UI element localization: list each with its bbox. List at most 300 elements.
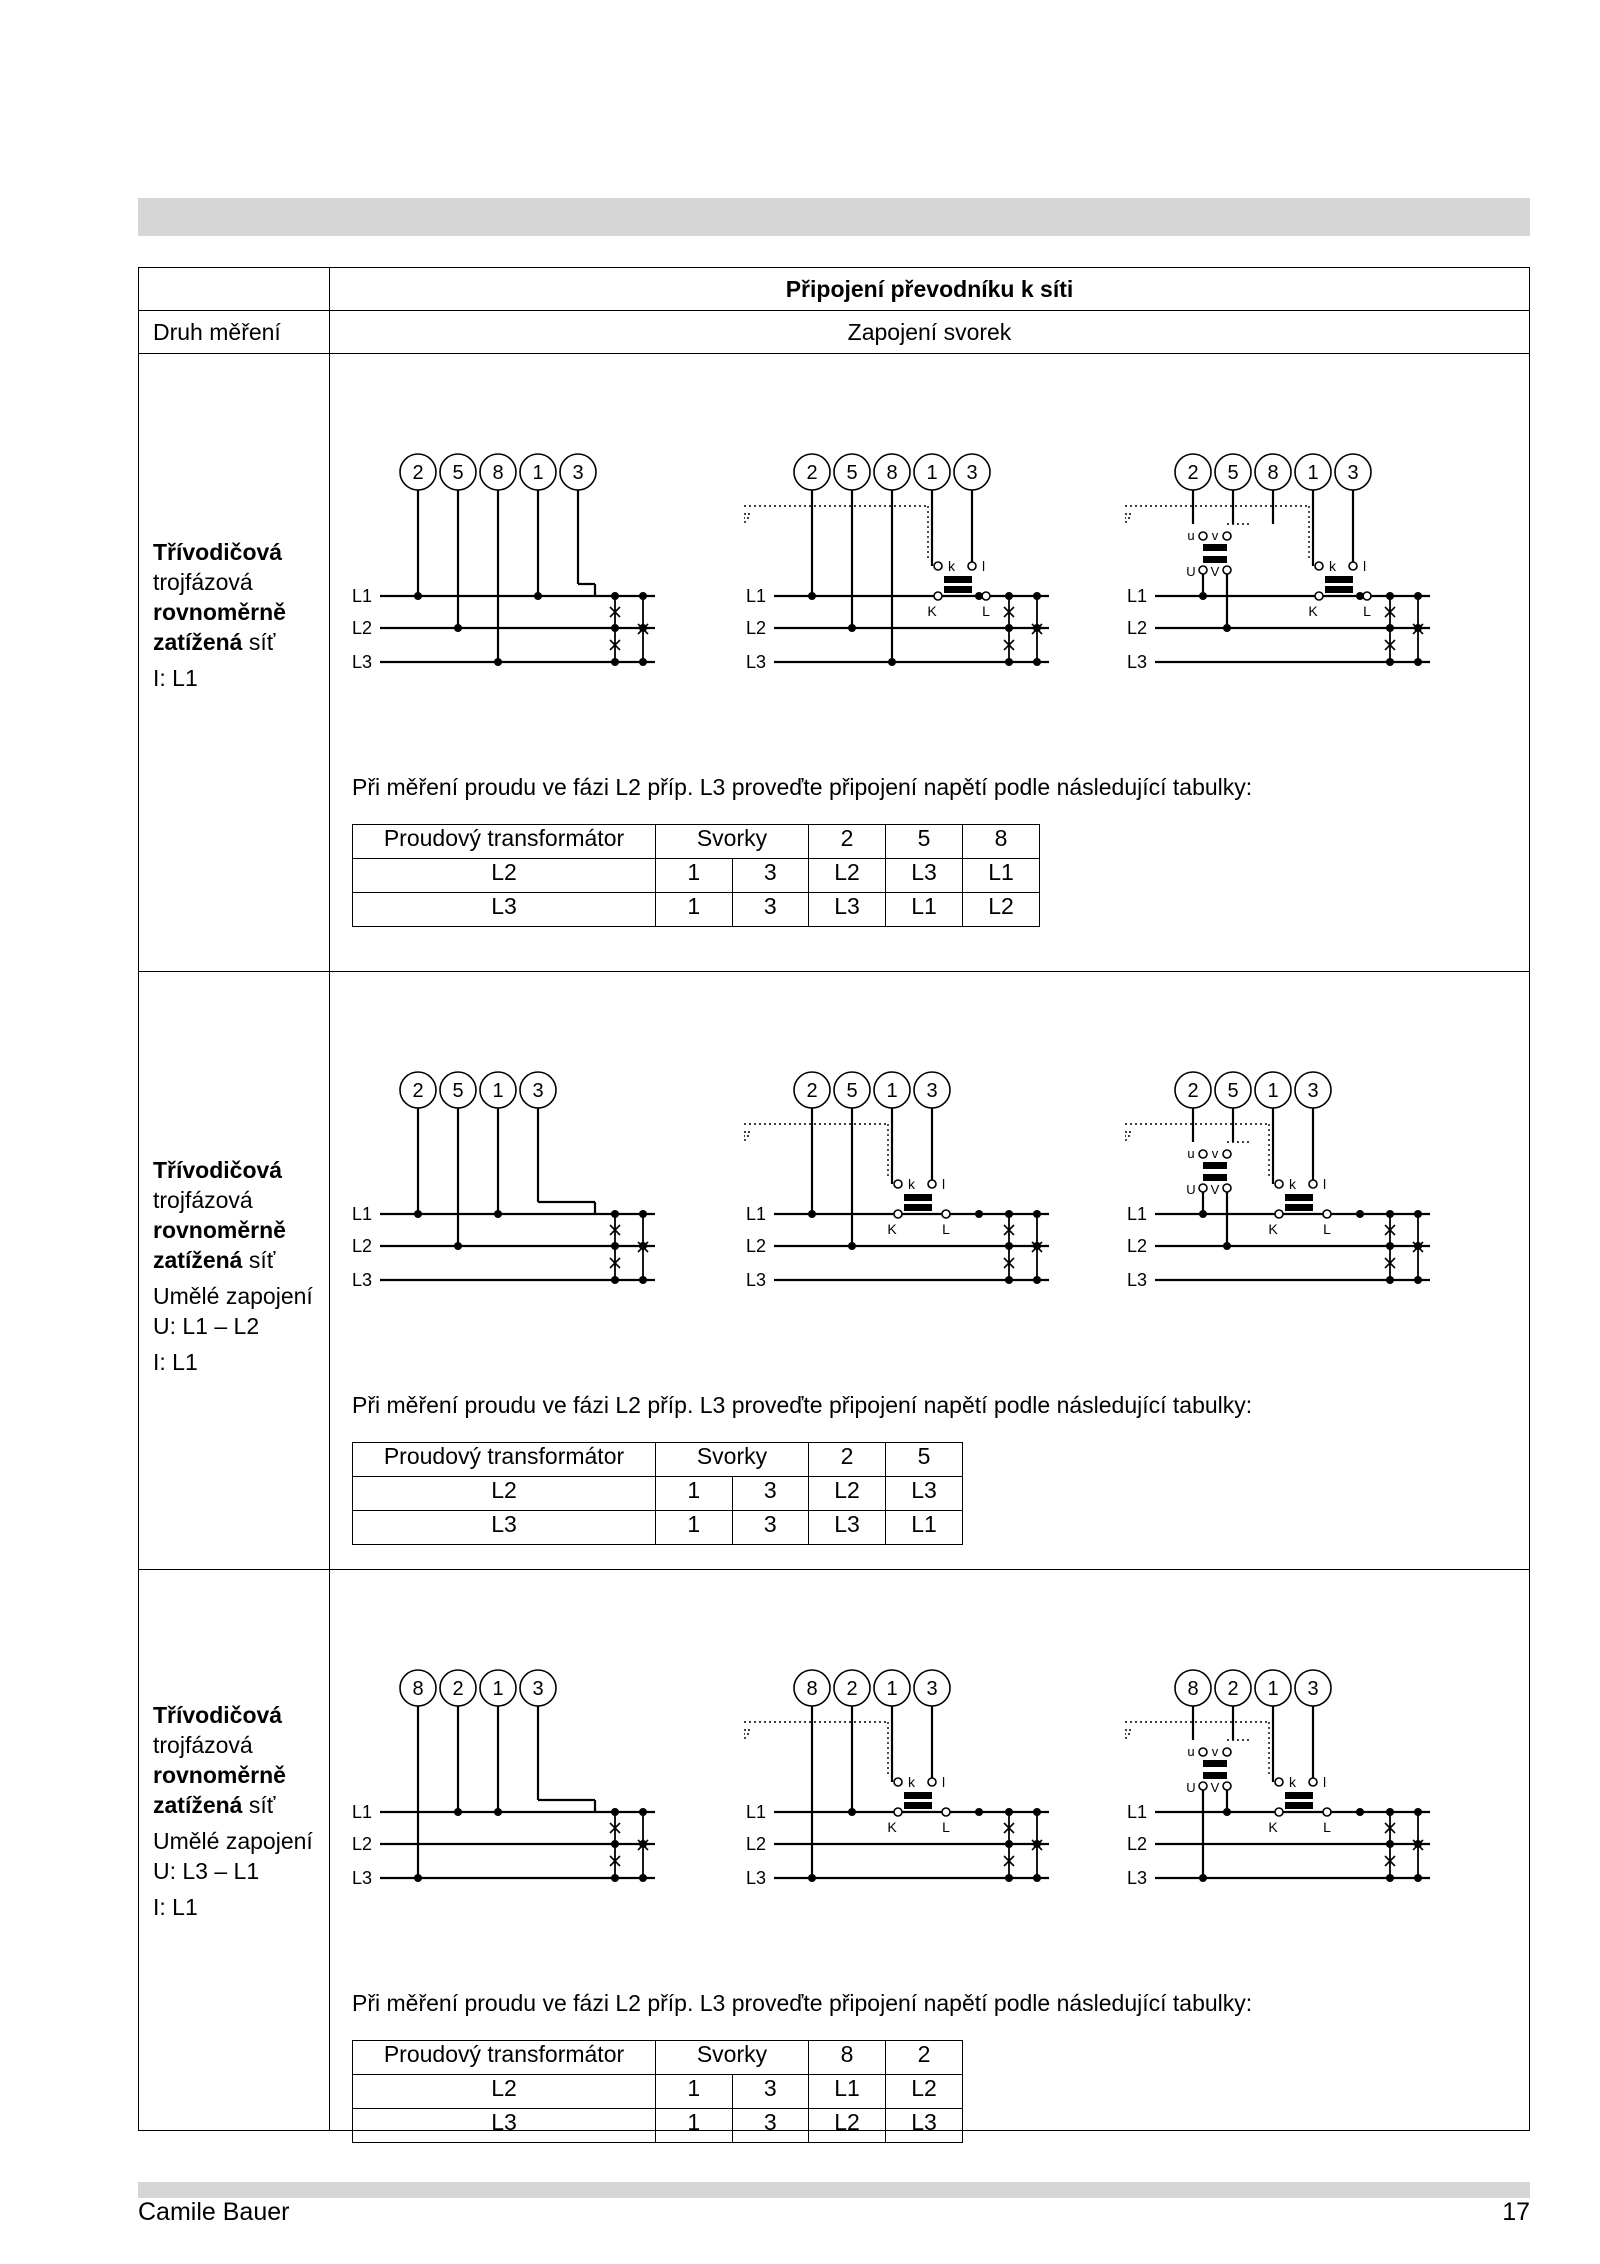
measurement-line4-bold: zatížená bbox=[153, 1792, 243, 1818]
junction-dot bbox=[808, 592, 816, 600]
junction-dot bbox=[1005, 1874, 1013, 1882]
measurement-line4-rest: síť bbox=[242, 629, 276, 655]
wiring-diagram-3 bbox=[1125, 1660, 1505, 1910]
measurement-line6: U: L1 – L2 bbox=[153, 1313, 260, 1339]
terminal-number: 2 bbox=[806, 1080, 818, 1102]
measurement-line4 bbox=[153, 1245, 329, 1275]
table-cell: L3 bbox=[886, 2109, 963, 2143]
terminal-point bbox=[1315, 562, 1323, 570]
wiring-diagram-3 bbox=[1125, 1062, 1505, 1312]
phase-label-l3: L3 bbox=[1127, 652, 1148, 672]
measurement-current: I: L1 bbox=[153, 1894, 198, 1920]
table-row bbox=[353, 2075, 963, 2109]
table-header-cell: Proudový transformátor bbox=[353, 1443, 656, 1477]
junction-dot bbox=[611, 1242, 619, 1250]
terminal-point bbox=[1199, 532, 1207, 540]
table-cell: L3 bbox=[886, 859, 963, 893]
junction-dot bbox=[611, 592, 619, 600]
ct-label-k: k bbox=[1289, 1176, 1296, 1192]
junction-dot bbox=[1005, 1210, 1013, 1218]
terminal-point bbox=[934, 562, 942, 570]
ct-label-K: K bbox=[887, 1221, 897, 1237]
measurement-line4 bbox=[153, 1790, 329, 1820]
junction-dot bbox=[1005, 1242, 1013, 1250]
terminal-number: 3 bbox=[572, 462, 584, 484]
measurement-line1: Třívodičová bbox=[153, 539, 283, 565]
junction-dot bbox=[1356, 1210, 1364, 1218]
table-header-cell: 8 bbox=[809, 2041, 886, 2075]
ct-primary-winding bbox=[1325, 586, 1353, 593]
junction-dot bbox=[1386, 1874, 1394, 1882]
ct-label-l: l bbox=[942, 1176, 946, 1192]
ct-label-l: l bbox=[1363, 558, 1367, 574]
junction-dot bbox=[414, 1210, 422, 1218]
junction-dot bbox=[1414, 1276, 1422, 1284]
terminal-point bbox=[982, 592, 990, 600]
junction-dot bbox=[611, 1808, 619, 1816]
terminal-number: 3 bbox=[966, 462, 978, 484]
phase-label-l3: L3 bbox=[746, 1270, 767, 1290]
table-cell: L3 bbox=[809, 893, 886, 927]
terminal-point bbox=[1199, 1184, 1207, 1192]
junction-dot bbox=[1223, 624, 1231, 632]
phase-label-l1: L1 bbox=[1127, 586, 1148, 606]
terminal-point bbox=[1223, 1748, 1231, 1756]
ct-label-l: l bbox=[982, 558, 986, 574]
terminal-point bbox=[1349, 562, 1357, 570]
junction-dot bbox=[1005, 1808, 1013, 1816]
terminal-number: 1 bbox=[1267, 1678, 1279, 1700]
terminal-number: 5 bbox=[1227, 462, 1239, 484]
junction-dot bbox=[1199, 1874, 1207, 1882]
terminal-point bbox=[942, 1210, 950, 1218]
terminal-point bbox=[894, 1778, 902, 1786]
table-header-cell: 5 bbox=[886, 825, 963, 859]
junction-dot bbox=[1386, 658, 1394, 666]
ct-secondary-winding bbox=[1285, 1194, 1313, 1201]
wiring-diagram-1 bbox=[350, 1660, 730, 1910]
junction-dot bbox=[1005, 624, 1013, 632]
measurement-line2: trojfázová bbox=[153, 1187, 253, 1213]
vt-label-v: v bbox=[1211, 528, 1219, 543]
table-header-cell: 2 bbox=[886, 2041, 963, 2075]
terminal-number: 5 bbox=[452, 462, 464, 484]
terminal-point bbox=[1223, 1782, 1231, 1790]
measurement-line2: trojfázová bbox=[153, 1732, 253, 1758]
junction-dot bbox=[494, 1808, 502, 1816]
ct-primary-winding bbox=[904, 1802, 932, 1809]
ct-label-k: k bbox=[948, 558, 955, 574]
vt-label-v: v bbox=[1211, 1744, 1219, 1759]
junction-dot bbox=[494, 1210, 502, 1218]
section-2-description bbox=[139, 972, 330, 1570]
ct-label-L: L bbox=[1323, 1221, 1331, 1237]
junction-dot bbox=[1199, 592, 1207, 600]
terminal-number: 2 bbox=[846, 1678, 858, 1700]
bottom-gray-band bbox=[138, 2182, 1530, 2198]
phase-label-l3: L3 bbox=[746, 1868, 767, 1888]
table-cell: L2 bbox=[809, 859, 886, 893]
section-3-description bbox=[139, 1570, 330, 2131]
junction-dot bbox=[611, 1210, 619, 1218]
measurement-line3: rovnoměrně bbox=[153, 1762, 286, 1788]
table-header-row bbox=[353, 2041, 963, 2075]
junction-dot bbox=[1386, 1242, 1394, 1250]
junction-dot bbox=[1386, 1276, 1394, 1284]
measurement-line1: Třívodičová bbox=[153, 1702, 283, 1728]
junction-dot bbox=[454, 1808, 462, 1816]
terminal-number: 5 bbox=[452, 1080, 464, 1102]
table-cell: L2 bbox=[809, 1477, 886, 1511]
terminal-point bbox=[934, 592, 942, 600]
phase-label-l2: L2 bbox=[352, 1834, 373, 1854]
junction-dot bbox=[848, 1242, 856, 1250]
measurement-line1: Třívodičová bbox=[153, 1157, 283, 1183]
terminal-point bbox=[1323, 1210, 1331, 1218]
junction-dot bbox=[611, 1840, 619, 1848]
junction-dot bbox=[1223, 1242, 1231, 1250]
junction-dot bbox=[1386, 1210, 1394, 1218]
measurement-line4-bold: zatížená bbox=[153, 629, 243, 655]
column-header-terminal-connection: Zapojení svorek bbox=[330, 311, 1530, 354]
terminal-point bbox=[1223, 566, 1231, 574]
ct-label-L: L bbox=[1363, 603, 1371, 619]
table-cell: L1 bbox=[886, 1511, 963, 1545]
voltage-connection-table bbox=[352, 2040, 963, 2143]
phase-label-l3: L3 bbox=[352, 1868, 373, 1888]
ct-secondary-winding bbox=[1325, 576, 1353, 583]
table-cell: 1 bbox=[656, 859, 733, 893]
table-cell: 3 bbox=[732, 2109, 809, 2143]
terminal-number: 8 bbox=[492, 462, 504, 484]
junction-dot bbox=[1005, 592, 1013, 600]
measurement-line5: Umělé zapojení bbox=[153, 1828, 313, 1854]
junction-dot bbox=[454, 624, 462, 632]
phase-label-l3: L3 bbox=[352, 652, 373, 672]
voltage-connection-note: Při měření proudu ve fázi L2 příp. L3 proveďte připojení napětí podle následující tabulky: bbox=[352, 774, 1253, 800]
terminal-number: 1 bbox=[926, 462, 938, 484]
junction-dot bbox=[1033, 1210, 1041, 1218]
vt-winding bbox=[1203, 1772, 1227, 1779]
ct-secondary-winding bbox=[944, 576, 972, 583]
terminal-number: 2 bbox=[412, 462, 424, 484]
terminal-number: 2 bbox=[1227, 1678, 1239, 1700]
table-header-row bbox=[353, 1443, 963, 1477]
column-header-measurement-type: Druh měření bbox=[139, 311, 330, 354]
terminal-point bbox=[1223, 1184, 1231, 1192]
table-cell: 1 bbox=[656, 2109, 733, 2143]
wiring-diagram-2 bbox=[744, 444, 1124, 694]
table-cell: L3 bbox=[809, 1511, 886, 1545]
table-header-cell: 2 bbox=[809, 1443, 886, 1477]
junction-dot bbox=[639, 1276, 647, 1284]
vt-winding bbox=[1203, 556, 1227, 563]
terminal-number: 8 bbox=[886, 462, 898, 484]
table-cell: L2 bbox=[353, 2075, 656, 2109]
terminal-point bbox=[1223, 1150, 1231, 1158]
junction-dot bbox=[534, 592, 542, 600]
wiring-diagram-2 bbox=[744, 1062, 1124, 1312]
junction-dot bbox=[1414, 1808, 1422, 1816]
ct-label-L: L bbox=[942, 1819, 950, 1835]
terminal-number: 2 bbox=[452, 1678, 464, 1700]
vt-label-u: u bbox=[1187, 528, 1195, 543]
ct-primary-winding bbox=[904, 1204, 932, 1211]
phase-label-l2: L2 bbox=[1127, 1834, 1148, 1854]
table-header-cell: Proudový transformátor bbox=[353, 825, 656, 859]
table-cell: 1 bbox=[656, 1511, 733, 1545]
table-header-cell: Svorky bbox=[656, 825, 809, 859]
terminal-point bbox=[1275, 1180, 1283, 1188]
junction-dot bbox=[975, 1210, 983, 1218]
phase-label-l1: L1 bbox=[746, 1802, 767, 1822]
terminal-point bbox=[928, 1180, 936, 1188]
terminal-number: 5 bbox=[1227, 1080, 1239, 1102]
table-row bbox=[353, 1477, 963, 1511]
terminal-point bbox=[1315, 592, 1323, 600]
ct-secondary-winding bbox=[1285, 1792, 1313, 1799]
vt-winding bbox=[1203, 1760, 1227, 1767]
header-empty-cell bbox=[139, 268, 330, 311]
phase-label-l3: L3 bbox=[1127, 1270, 1148, 1290]
phase-label-l1: L1 bbox=[1127, 1802, 1148, 1822]
table-header-cell: Proudový transformátor bbox=[353, 2041, 656, 2075]
measurement-line4-rest: síť bbox=[242, 1792, 276, 1818]
ct-primary-winding bbox=[944, 586, 972, 593]
phase-label-l2: L2 bbox=[352, 1236, 373, 1256]
terminal-point bbox=[1323, 1808, 1331, 1816]
table-header-cell: Svorky bbox=[656, 1443, 809, 1477]
top-gray-band bbox=[138, 198, 1530, 236]
terminal-number: 5 bbox=[846, 462, 858, 484]
terminal-point bbox=[968, 562, 976, 570]
phase-label-l2: L2 bbox=[746, 1834, 767, 1854]
terminal-point bbox=[1275, 1778, 1283, 1786]
junction-dot bbox=[1033, 658, 1041, 666]
terminal-point bbox=[1223, 532, 1231, 540]
terminal-point bbox=[1309, 1778, 1317, 1786]
ct-label-k: k bbox=[908, 1774, 915, 1790]
measurement-current: I: L1 bbox=[153, 665, 198, 691]
table-row bbox=[353, 2109, 963, 2143]
junction-dot bbox=[611, 1276, 619, 1284]
ct-label-l: l bbox=[1323, 1176, 1327, 1192]
wiring-diagram-2 bbox=[744, 1660, 1124, 1910]
section-1-description bbox=[139, 354, 330, 972]
phase-label-l2: L2 bbox=[746, 1236, 767, 1256]
junction-dot bbox=[454, 1242, 462, 1250]
table-cell: 3 bbox=[732, 1477, 809, 1511]
ct-label-K: K bbox=[887, 1819, 897, 1835]
terminal-point bbox=[894, 1808, 902, 1816]
page-number: 17 bbox=[1502, 2198, 1530, 2226]
vt-label-u: u bbox=[1187, 1146, 1195, 1161]
junction-dot bbox=[1033, 1874, 1041, 1882]
junction-dot bbox=[1033, 1276, 1041, 1284]
measurement-line4-bold: zatížená bbox=[153, 1247, 243, 1273]
vt-label-U: U bbox=[1186, 1182, 1196, 1197]
terminal-point bbox=[1199, 1748, 1207, 1756]
terminal-point bbox=[1309, 1180, 1317, 1188]
junction-dot bbox=[848, 624, 856, 632]
phase-label-l3: L3 bbox=[746, 652, 767, 672]
ct-label-L: L bbox=[1323, 1819, 1331, 1835]
table-row bbox=[353, 1511, 963, 1545]
measurement-line2: trojfázová bbox=[153, 569, 253, 595]
ct-label-K: K bbox=[1308, 603, 1318, 619]
terminal-number: 1 bbox=[886, 1678, 898, 1700]
junction-dot bbox=[494, 658, 502, 666]
junction-dot bbox=[1386, 1840, 1394, 1848]
table-cell: 3 bbox=[732, 2075, 809, 2109]
junction-dot bbox=[1005, 1840, 1013, 1848]
junction-dot bbox=[1414, 1210, 1422, 1218]
junction-dot bbox=[1005, 658, 1013, 666]
terminal-number: 8 bbox=[412, 1678, 424, 1700]
voltage-connection-note: Při měření proudu ve fázi L2 příp. L3 proveďte připojení napětí podle následující tabulky: bbox=[352, 1392, 1253, 1418]
phase-label-l1: L1 bbox=[352, 1802, 373, 1822]
junction-dot bbox=[808, 1874, 816, 1882]
ct-label-K: K bbox=[927, 603, 937, 619]
table-cell: 3 bbox=[732, 1511, 809, 1545]
vt-label-V: V bbox=[1210, 1182, 1220, 1197]
ct-label-l: l bbox=[1323, 1774, 1327, 1790]
table-header-cell: Svorky bbox=[656, 2041, 809, 2075]
table-row bbox=[353, 859, 1040, 893]
section-1-content bbox=[330, 354, 1530, 972]
ct-label-L: L bbox=[942, 1221, 950, 1237]
section-3-content bbox=[330, 1570, 1530, 2135]
terminal-number: 8 bbox=[806, 1678, 818, 1700]
terminal-point bbox=[1199, 566, 1207, 574]
terminal-point bbox=[1363, 592, 1371, 600]
table-cell: L3 bbox=[353, 893, 656, 927]
terminal-point bbox=[894, 1210, 902, 1218]
table-cell: 3 bbox=[732, 859, 809, 893]
terminal-number: 1 bbox=[492, 1080, 504, 1102]
measurement-line6: U: L3 – L1 bbox=[153, 1858, 260, 1884]
table-cell: L2 bbox=[963, 893, 1040, 927]
table-title: Připojení převodníku k síti bbox=[330, 268, 1530, 311]
junction-dot bbox=[1414, 1874, 1422, 1882]
measurement-line3: rovnoměrně bbox=[153, 1217, 286, 1243]
phase-label-l3: L3 bbox=[1127, 1868, 1148, 1888]
phase-label-l1: L1 bbox=[746, 1204, 767, 1224]
phase-label-l1: L1 bbox=[1127, 1204, 1148, 1224]
ct-secondary-winding bbox=[904, 1194, 932, 1201]
ct-label-K: K bbox=[1268, 1221, 1278, 1237]
table-cell: L3 bbox=[886, 1477, 963, 1511]
table-cell: 3 bbox=[732, 893, 809, 927]
junction-dot bbox=[639, 1210, 647, 1218]
terminal-number: 3 bbox=[532, 1080, 544, 1102]
table-header-cell: 8 bbox=[963, 825, 1040, 859]
terminal-number: 3 bbox=[926, 1678, 938, 1700]
terminal-point bbox=[942, 1808, 950, 1816]
junction-dot bbox=[414, 1874, 422, 1882]
junction-dot bbox=[1386, 1808, 1394, 1816]
section-2-content bbox=[330, 972, 1530, 1570]
junction-dot bbox=[639, 1808, 647, 1816]
junction-dot bbox=[1414, 592, 1422, 600]
vt-label-V: V bbox=[1210, 1780, 1220, 1795]
table-cell: L1 bbox=[809, 2075, 886, 2109]
measurement-line4 bbox=[153, 627, 329, 657]
terminal-number: 1 bbox=[492, 1678, 504, 1700]
ct-secondary-winding bbox=[904, 1792, 932, 1799]
terminal-number: 1 bbox=[1267, 1080, 1279, 1102]
junction-dot bbox=[975, 1808, 983, 1816]
ct-label-k: k bbox=[908, 1176, 915, 1192]
ct-label-k: k bbox=[1289, 1774, 1296, 1790]
junction-dot bbox=[611, 1874, 619, 1882]
junction-dot bbox=[611, 624, 619, 632]
junction-dot bbox=[848, 1808, 856, 1816]
table-row bbox=[353, 893, 1040, 927]
wiring-diagram-1 bbox=[350, 444, 730, 694]
table-cell: L3 bbox=[353, 2109, 656, 2143]
measurement-current: I: L1 bbox=[153, 1349, 198, 1375]
junction-dot bbox=[1356, 1808, 1364, 1816]
terminal-point bbox=[894, 1180, 902, 1188]
vt-label-V: V bbox=[1210, 564, 1220, 579]
terminal-number: 2 bbox=[1187, 1080, 1199, 1102]
junction-dot bbox=[888, 658, 896, 666]
junction-dot bbox=[808, 1210, 816, 1218]
table-cell: 1 bbox=[656, 893, 733, 927]
junction-dot bbox=[975, 592, 983, 600]
phase-label-l2: L2 bbox=[1127, 618, 1148, 638]
measurement-line3: rovnoměrně bbox=[153, 599, 286, 625]
phase-label-l2: L2 bbox=[352, 618, 373, 638]
terminal-number: 3 bbox=[1347, 462, 1359, 484]
table-header-row bbox=[353, 825, 1040, 859]
table-cell: L2 bbox=[886, 2075, 963, 2109]
junction-dot bbox=[1223, 1808, 1231, 1816]
junction-dot bbox=[1033, 1808, 1041, 1816]
wiring-diagram-3 bbox=[1125, 444, 1505, 694]
voltage-connection-table bbox=[352, 1442, 963, 1545]
ct-primary-winding bbox=[1285, 1204, 1313, 1211]
ct-label-l: l bbox=[942, 1774, 946, 1790]
junction-dot bbox=[414, 592, 422, 600]
ct-label-K: K bbox=[1268, 1819, 1278, 1835]
terminal-point bbox=[1275, 1210, 1283, 1218]
vt-winding bbox=[1203, 1162, 1227, 1169]
vt-winding bbox=[1203, 544, 1227, 551]
table-header-cell: 5 bbox=[886, 1443, 963, 1477]
terminal-number: 2 bbox=[1187, 462, 1199, 484]
table-cell: L1 bbox=[886, 893, 963, 927]
terminal-number: 8 bbox=[1267, 462, 1279, 484]
junction-dot bbox=[639, 658, 647, 666]
junction-dot bbox=[639, 592, 647, 600]
voltage-connection-note: Při měření proudu ve fázi L2 příp. L3 proveďte připojení napětí podle následující tabulky: bbox=[352, 1990, 1253, 2016]
terminal-number: 3 bbox=[926, 1080, 938, 1102]
terminal-point bbox=[928, 1778, 936, 1786]
terminal-point bbox=[1199, 1782, 1207, 1790]
table-cell: L3 bbox=[353, 1511, 656, 1545]
phase-label-l1: L1 bbox=[352, 1204, 373, 1224]
table-cell: L2 bbox=[353, 859, 656, 893]
measurement-line5: Umělé zapojení bbox=[153, 1283, 313, 1309]
ct-label-k: k bbox=[1329, 558, 1336, 574]
terminal-number: 3 bbox=[1307, 1080, 1319, 1102]
terminal-number: 1 bbox=[532, 462, 544, 484]
ct-primary-winding bbox=[1285, 1802, 1313, 1809]
phase-label-l1: L1 bbox=[352, 586, 373, 606]
table-header-cell: 2 bbox=[809, 825, 886, 859]
